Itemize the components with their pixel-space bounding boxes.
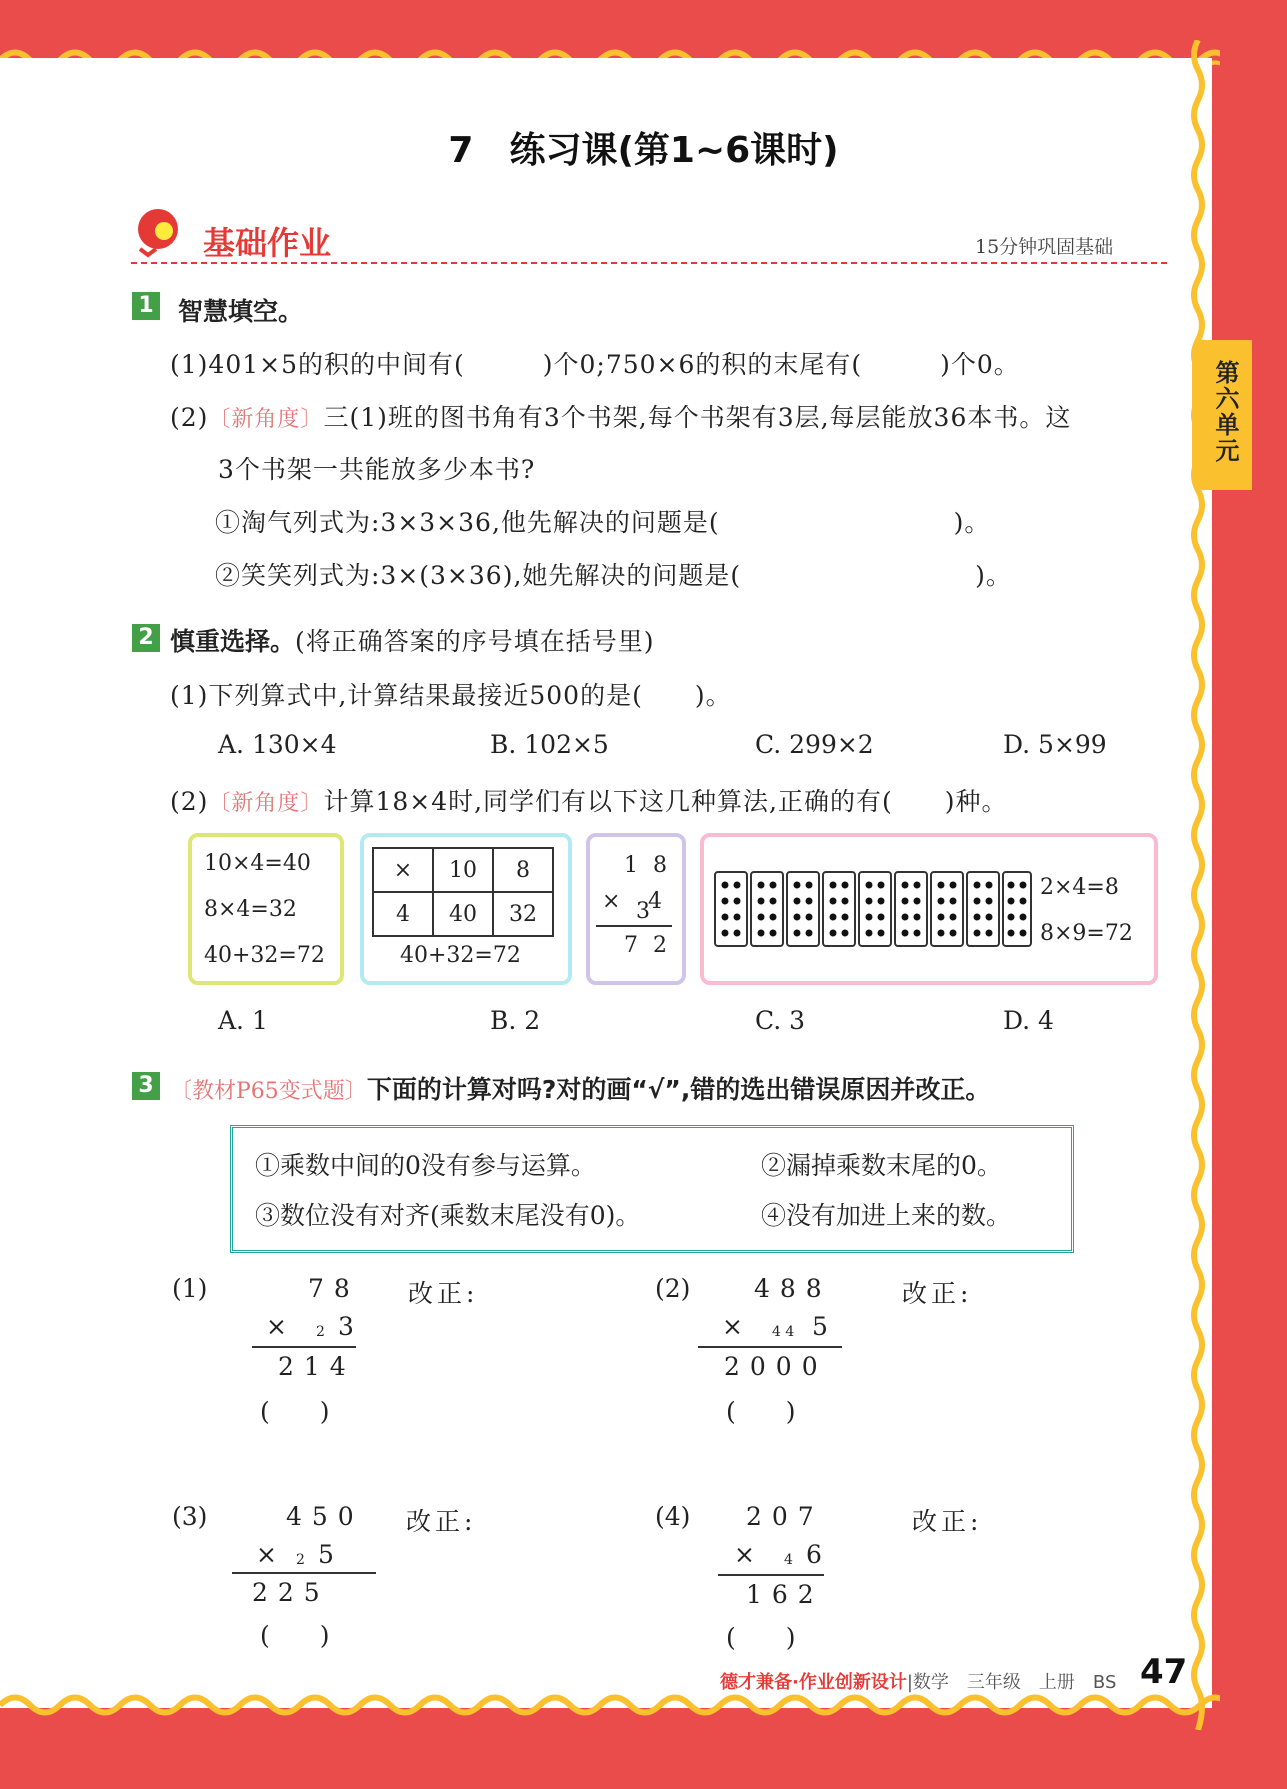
problem-4-result: 162 — [746, 1580, 824, 1609]
problem-1-op: × — [266, 1312, 297, 1341]
q2-sub1-option-c: C. 299×2 — [755, 730, 874, 759]
problem-3-answer-paren[interactable]: ( ) — [260, 1621, 330, 1650]
right-wave-border — [1190, 40, 1230, 1730]
q2-sub2-option-a: A. 1 — [218, 1006, 268, 1035]
textbook-tag: 〔教材P65变式题〕 — [170, 1079, 367, 1104]
q1-line2-prefix: (2) — [170, 403, 209, 432]
reason-4: ④没有加进上来的数。 — [761, 1201, 1012, 1230]
reason-1: ①乘数中间的0没有参与运算。 — [255, 1151, 596, 1180]
problem-3-carry: 2 — [296, 1552, 305, 1568]
method-d-line2: 8×9=72 — [1040, 921, 1133, 946]
method-box-a — [188, 833, 344, 985]
grid-cell: 32 — [493, 892, 553, 936]
q2-sub1-option-d: D. 5×99 — [1003, 730, 1107, 759]
method-box-d — [700, 833, 1158, 985]
dice-dots-diagram — [714, 871, 1032, 947]
method-c-mult: 4 — [648, 889, 662, 914]
q3-title-row — [170, 1070, 990, 1106]
problem-4-label: (4) — [655, 1502, 691, 1531]
problem-4-rule — [718, 1574, 824, 1576]
q2-sub2-option-d: D. 4 — [1003, 1006, 1054, 1035]
problem-4-top: 207 — [746, 1502, 824, 1531]
problem-1-mult: 3 — [338, 1312, 364, 1341]
q2-sub2-option-b: B. 2 — [490, 1006, 541, 1035]
method-b-sum: 40+32=72 — [400, 943, 521, 968]
q2-line2 — [170, 782, 1008, 818]
question-number-3: 3 — [132, 1072, 160, 1100]
method-c-rule — [596, 925, 672, 927]
q3-title: 下面的计算对吗?对的画“√”,错的选出错误原因并改正。 — [366, 1075, 991, 1104]
problem-1-answer-paren[interactable]: ( ) — [260, 1397, 330, 1426]
method-a-line2: 8×4=32 — [204, 897, 297, 922]
q2-sub2-option-c: C. 3 — [755, 1006, 806, 1035]
q1-title: 智慧填空。 — [178, 297, 304, 326]
problem-4-fix-label: 改正: — [912, 1507, 983, 1536]
problem-3-result: 225 — [252, 1578, 330, 1607]
footer-subject: |数学 三年级 上册 BS — [906, 1672, 1117, 1693]
q2-title-row — [170, 622, 655, 658]
q2-sub2-main: 计算18×4时,同学们有以下这几种算法,正确的有( )种。 — [323, 787, 1008, 816]
method-c-op: × — [602, 889, 621, 914]
problem-3-mult: 5 — [318, 1540, 344, 1569]
bottom-wave-border — [0, 1690, 1220, 1730]
grid-cell: 4 — [373, 892, 433, 936]
footer-brand-line — [720, 1668, 1116, 1694]
method-box-c — [586, 833, 686, 985]
problem-1-result: 214 — [278, 1352, 356, 1381]
question-number-2: 2 — [132, 624, 160, 652]
page-title: 7 练习课(第1~6课时) — [448, 130, 839, 171]
problem-2-fix-label: 改正: — [902, 1279, 973, 1308]
problem-3-op: × — [256, 1540, 287, 1569]
method-box-b — [360, 833, 572, 985]
reason-3: ③数位没有对齐(乘数末尾没有0)。 — [255, 1201, 641, 1230]
problem-3-rule — [232, 1572, 376, 1574]
q1-line2-main: 三(1)班的图书角有3个书架,每个书架有3层,每层能放36本书。这 — [323, 403, 1072, 432]
problem-1-fix-label: 改正: — [408, 1279, 479, 1308]
footer-brand: 德才兼备·作业创新设计 — [720, 1672, 907, 1693]
q2-title-note: (将正确答案的序号填在括号里) — [295, 627, 655, 656]
method-d-line1: 2×4=8 — [1040, 875, 1119, 900]
method-a-line1: 10×4=40 — [204, 851, 311, 876]
q1-line2-cont: 3个书架一共能放多少本书? — [218, 455, 536, 484]
method-c-top: 1 8 — [624, 853, 671, 878]
problem-1-top: 78 — [308, 1274, 360, 1303]
problem-3-fix-label: 改正: — [406, 1507, 477, 1536]
method-c-result: 7 2 — [624, 933, 671, 958]
problem-2-result: 2000 — [724, 1352, 828, 1381]
q1-line4: ②笑笑列式为:3×(3×36),她先解决的问题是( )。 — [215, 561, 1012, 590]
unit-tab-label: 第六单元 — [1211, 360, 1239, 464]
section-title: 基础作业 — [203, 224, 332, 262]
error-reasons-box — [230, 1125, 1074, 1253]
problem-4-answer-paren[interactable]: ( ) — [726, 1623, 796, 1652]
problem-2-label: (2) — [655, 1274, 691, 1303]
method-a-line3: 40+32=72 — [204, 943, 325, 968]
q2-sub1: (1)下列算式中,计算结果最接近500的是( )。 — [170, 681, 732, 710]
problem-1-carry: 2 — [316, 1324, 325, 1340]
problem-2-carry: 4 4 — [772, 1324, 795, 1340]
problem-2-op: × — [722, 1312, 753, 1341]
q1-line3: ①淘气列式为:3×3×36,他先解决的问题是( )。 — [215, 508, 991, 537]
problem-1-rule — [252, 1346, 356, 1348]
reason-2: ②漏掉乘数末尾的0。 — [761, 1151, 1002, 1180]
problem-2-rule — [698, 1346, 842, 1348]
area-grid — [372, 847, 554, 937]
unit-tab[interactable] — [1192, 340, 1252, 490]
problem-4-carry: 4 — [784, 1552, 793, 1568]
q1-line1: (1)401×5的积的中间有( )个0;750×6的积的末尾有( )个0。 — [170, 350, 1020, 379]
grid-cell: 40 — [433, 892, 493, 936]
problem-3-top: 450 — [286, 1502, 364, 1531]
new-angle-tag: 〔新角度〕 — [208, 791, 324, 816]
grid-cell: × — [373, 848, 433, 892]
q2-sub1-option-a: A. 130×4 — [218, 730, 337, 759]
problem-1-label: (1) — [172, 1274, 208, 1303]
problem-2-answer-paren[interactable]: ( ) — [726, 1397, 796, 1426]
question-number-1: 1 — [132, 292, 160, 320]
page-number: 47 — [1140, 1652, 1188, 1692]
q2-title: 慎重选择。 — [170, 627, 296, 656]
q2-sub1-option-b: B. 102×5 — [490, 730, 609, 759]
grid-cell: 8 — [493, 848, 553, 892]
method-c-carry: 3 — [636, 899, 650, 924]
lightbulb-icon — [130, 205, 190, 260]
q2-sub2-prefix: (2) — [170, 787, 209, 816]
q1-line2 — [170, 398, 1071, 434]
problem-4-mult: 6 — [806, 1540, 832, 1569]
problem-4-op: × — [734, 1540, 765, 1569]
problem-3-label: (3) — [172, 1502, 208, 1531]
problem-2-mult: 5 — [812, 1312, 838, 1341]
section-subtitle: 15分钟巩固基础 — [975, 236, 1114, 258]
new-angle-tag: 〔新角度〕 — [208, 407, 324, 432]
grid-cell: 10 — [433, 848, 493, 892]
problem-2-top: 488 — [754, 1274, 832, 1303]
section-divider — [131, 262, 1167, 264]
